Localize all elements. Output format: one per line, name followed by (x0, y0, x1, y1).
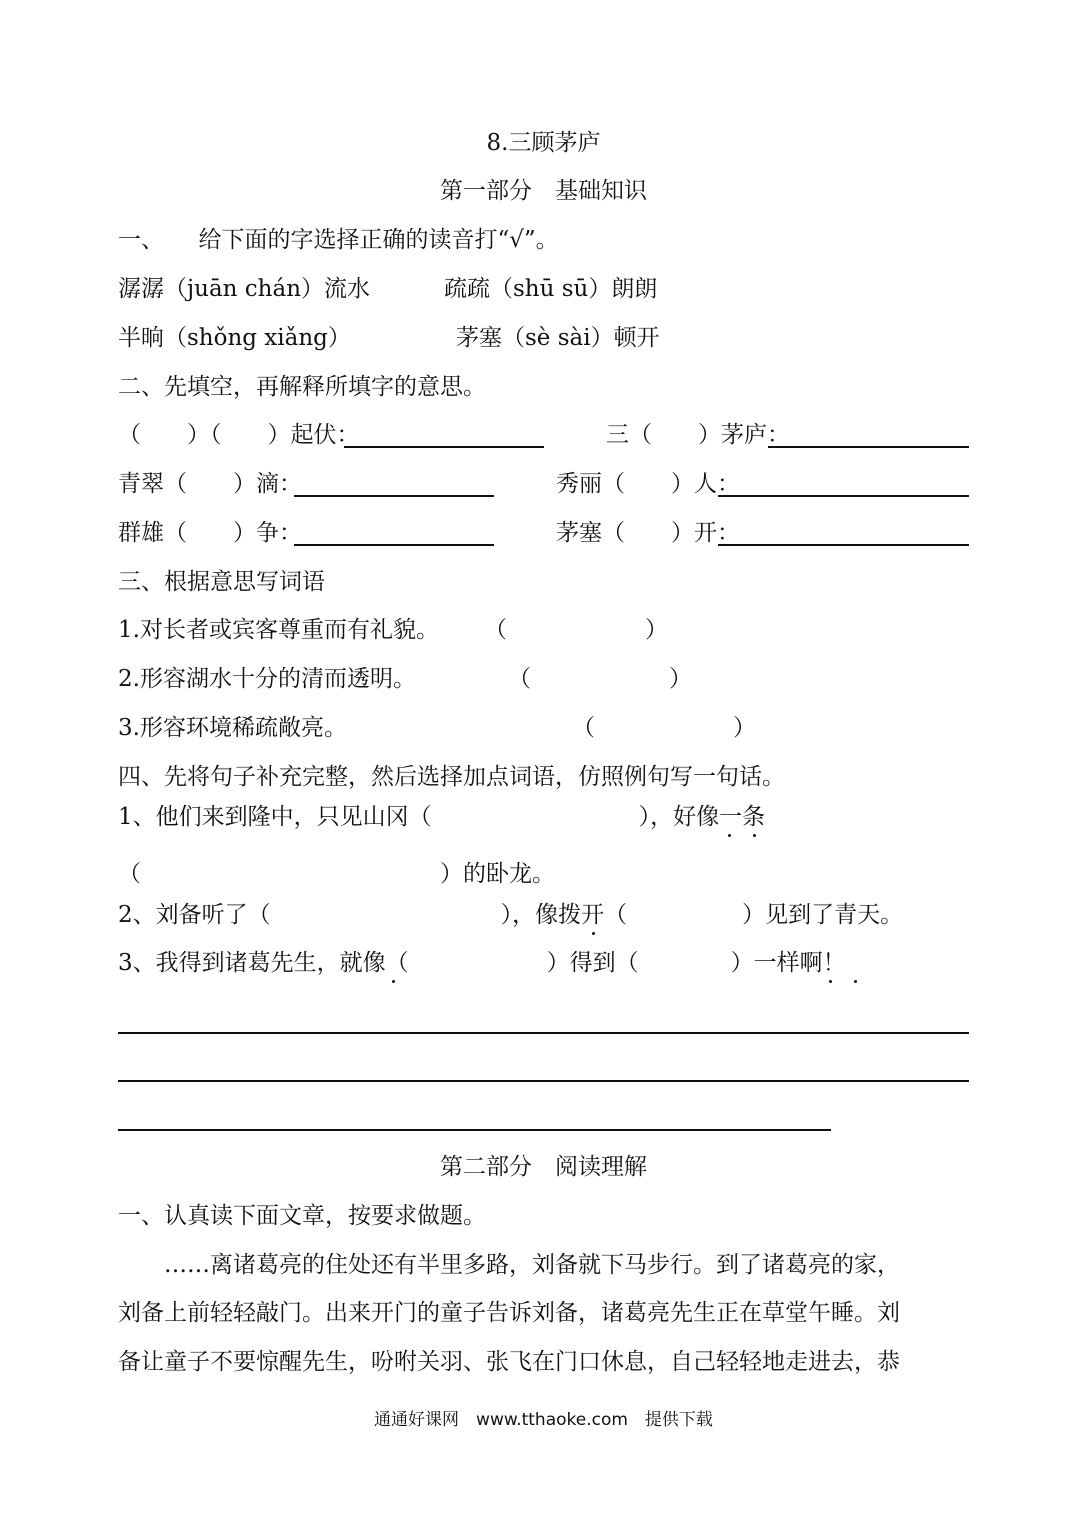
q4-sentence-2: 2、刘备听了（ ），像拨开（ ）见到了青天。 (118, 902, 904, 928)
emphasis-dot (854, 980, 857, 983)
q3-blank-3: （ ） (572, 715, 756, 741)
writing-line (118, 1032, 969, 1034)
part2-heading: 第二部分 阅读理解 (440, 1154, 647, 1180)
q2-item-qingcui: 青翠（ ）滴： (118, 471, 302, 497)
q2-item-maose: 茅塞（ ）开： (556, 520, 740, 546)
q3-label: 三、根据意思写词语 (118, 569, 325, 595)
answer-line (718, 544, 969, 546)
emphasis-dot (592, 932, 595, 935)
q1-label: 一、 给下面的字选择正确的读音打“√”。 (118, 227, 559, 253)
writing-line (118, 1129, 831, 1131)
q4-sentence-1a: 1、他们来到隆中，只见山冈（ ），好像一条 (118, 804, 766, 830)
emphasis-dot (392, 980, 395, 983)
answer-line (294, 495, 494, 497)
q4-sentence-3: 3、我得到诸葛先生，就像（ ）得到（ ）一样啊！ (118, 950, 846, 976)
q1-item-banshang: 半晌（shǒng xiǎng） (118, 325, 351, 351)
q4-sentence-1b: （ ）的卧龙。 (118, 861, 555, 887)
reading-passage-line-2: 刘备上前轻轻敲门。出来开门的童子告诉刘备，诸葛亮先生正在草堂午睡。刘 (118, 1300, 900, 1326)
emphasis-dot (753, 834, 756, 837)
q1-item-maose: 茅塞（sè sài）顿开 (456, 325, 660, 351)
answer-line (294, 544, 494, 546)
reading-passage-line-3: 备让童子不要惊醒先生，吩咐关羽、张飞在门口休息，自己轻轻地走进去，恭 (118, 1349, 900, 1375)
writing-line (118, 1080, 969, 1082)
part1-heading: 第一部分 基础知识 (440, 178, 647, 204)
emphasis-dot (728, 834, 731, 837)
reading-q1-label: 一、认真读下面文章，按要求做题。 (118, 1203, 486, 1229)
q2-item-qifu: （ ）（ ）起伏： (118, 422, 360, 448)
answer-line (344, 446, 544, 448)
q3-item-2: 2.形容湖水十分的清而透明。 (118, 666, 416, 692)
q2-item-maolu: 三（ ）茅庐： (606, 422, 790, 448)
answer-line (768, 446, 969, 448)
q2-item-xiuli: 秀丽（ ）人： (556, 471, 740, 497)
q3-blank-1: （ ） (484, 617, 668, 643)
q3-blank-2: （ ） (508, 666, 692, 692)
q4-label: 四、先将句子补充完整，然后选择加点词语，仿照例句写一句话。 (118, 764, 785, 790)
page-title: 8.三顾茅庐 (486, 130, 601, 156)
q1-item-chanchan: 潺潺（juān chán）流水 (118, 276, 371, 302)
emphasis-dot (829, 980, 832, 983)
q3-item-3: 3.形容环境稀疏敞亮。 (118, 715, 347, 741)
q3-item-1: 1.对长者或宾客尊重而有礼貌。 (118, 617, 439, 643)
answer-line (718, 495, 969, 497)
q1-item-shushu: 疏疏（shū sū）朗朗 (444, 276, 658, 302)
q2-item-qunxiong: 群雄（ ）争： (118, 520, 302, 546)
page-footer: 通通好课网 www.tthaoke.com 提供下载 (374, 1410, 713, 1430)
q2-label: 二、先填空，再解释所填字的意思。 (118, 374, 486, 400)
reading-passage-line-1: ……离诸葛亮的住处还有半里多路，刘备就下马步行。到了诸葛亮的家， (118, 1252, 900, 1278)
